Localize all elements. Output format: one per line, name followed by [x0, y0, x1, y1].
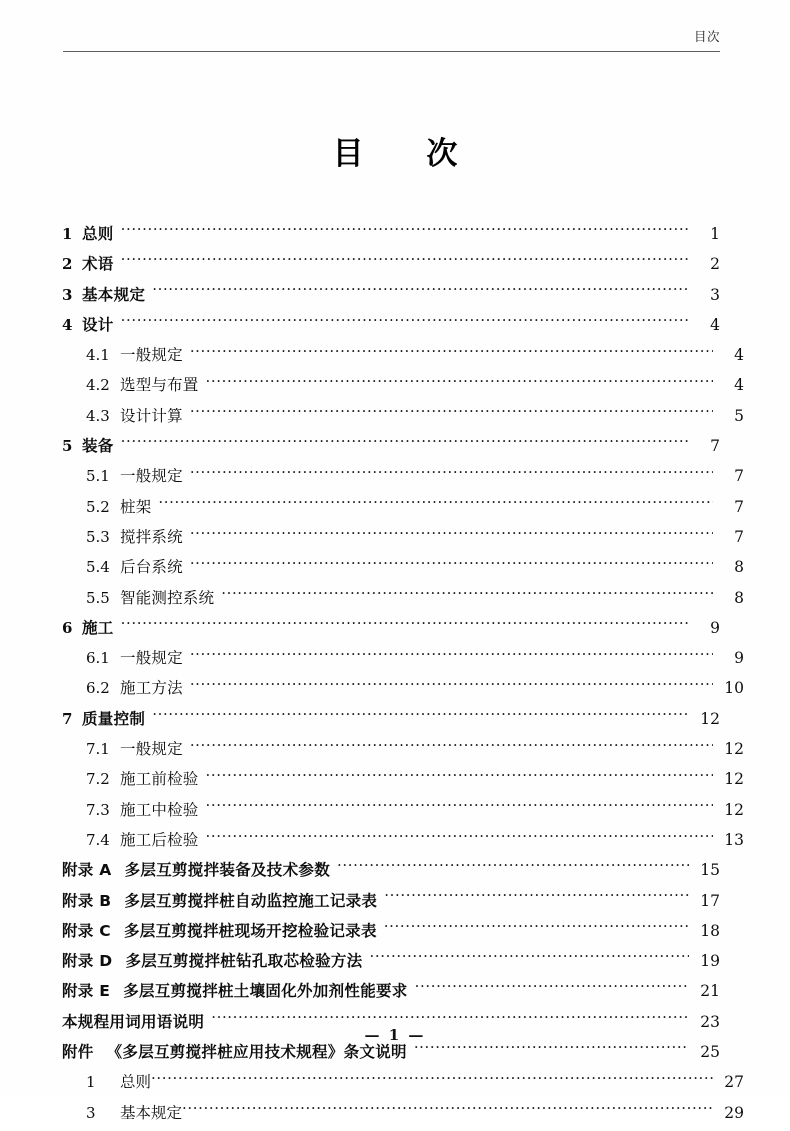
toc-entry-page-number: 25 — [700, 1043, 720, 1062]
toc-entry[interactable] — [62, 1101, 744, 1131]
toc-entry-page-number: 21 — [700, 982, 720, 1001]
toc-entry[interactable] — [62, 889, 720, 919]
toc-entry-number: 7.2 — [86, 770, 110, 789]
toc-entry-page-number: 7 — [710, 437, 720, 456]
toc-entry-page-number: 3 — [710, 285, 720, 304]
toc-entry-number: 1 — [62, 225, 73, 243]
toc-entry-label: 多层互剪搅拌桩钻孔取芯检验方法 — [125, 952, 363, 971]
toc-leader-dots — [121, 314, 689, 330]
page-footer: — 1 — — [364, 1026, 426, 1044]
toc-entry[interactable] — [62, 525, 744, 555]
toc-leader-dots — [190, 344, 713, 360]
toc-entry-label: 《多层互剪搅拌桩应用技术规程》条文说明 — [106, 1043, 407, 1062]
toc-leader-dots — [121, 253, 689, 269]
toc-entry-label: 施工 — [82, 618, 114, 637]
toc-entry[interactable] — [62, 707, 720, 737]
toc-entry-label: 装备 — [82, 437, 114, 456]
toc-entry-page-number: 13 — [724, 830, 744, 849]
toc-entry-number: 2 — [62, 255, 73, 274]
toc-entry[interactable] — [62, 616, 720, 646]
toc-entry-number: 6 — [62, 618, 73, 637]
toc-entry-number: 7.4 — [86, 830, 110, 849]
toc-entry-page-number: 7 — [734, 527, 744, 546]
toc-entry-label: 多层互剪搅拌桩土壤固化外加剂性能要求 — [123, 982, 408, 1001]
toc-entry-label: 多层互剪搅拌桩自动监控施工记录表 — [124, 891, 378, 910]
toc-entry-number: 7 — [62, 709, 73, 728]
toc-leader-dots — [384, 890, 689, 906]
toc-entry-label: 后台系统 — [120, 558, 183, 577]
table-of-contents — [62, 222, 744, 1131]
toc-entry-number: 5.5 — [86, 588, 110, 607]
toc-entry[interactable] — [62, 343, 744, 373]
toc-entry-number: 3 — [62, 285, 73, 304]
toc-entry-label: 设计 — [82, 315, 114, 334]
toc-entry-page-number: 29 — [724, 1103, 744, 1122]
toc-entry[interactable] — [62, 919, 720, 949]
toc-entry-label: 一般规定 — [120, 649, 183, 668]
toc-leader-dots — [190, 526, 713, 542]
toc-leader-dots — [121, 223, 689, 239]
toc-entry-number: 1 — [86, 1073, 96, 1092]
toc-entry-number: 5.1 — [86, 467, 110, 486]
toc-entry-page-number: 5 — [734, 406, 744, 425]
toc-entry-label: 桩架 — [120, 497, 152, 516]
toc-entry-number: 附录 D — [62, 952, 113, 971]
toc-entry-label: 质量控制 — [82, 709, 146, 728]
toc-entry-page-number: 9 — [710, 618, 720, 637]
toc-entry-label: 设计计算 — [120, 406, 183, 425]
toc-leader-dots — [121, 617, 689, 633]
toc-entry-number: 4 — [62, 315, 73, 334]
toc-entry-label: 一般规定 — [120, 740, 183, 759]
toc-entry-page-number: 27 — [724, 1073, 744, 1092]
toc-entry-page-number: 23 — [700, 1012, 720, 1031]
toc-entry-page-number: 17 — [700, 891, 720, 910]
page-title: 目 次 — [332, 136, 484, 172]
toc-leader-dots — [337, 859, 689, 875]
toc-entry-number: 附录 E — [62, 982, 111, 1001]
toc-entry-label: 施工前检验 — [120, 770, 199, 789]
toc-entry-label: 施工方法 — [120, 679, 183, 698]
toc-entry[interactable] — [62, 676, 744, 706]
toc-entry-number: 6.1 — [86, 649, 110, 668]
toc-entry[interactable] — [62, 404, 744, 434]
toc-leader-dots — [152, 284, 689, 300]
header-divider — [63, 51, 720, 52]
toc-entry-number: 附件 — [62, 1043, 94, 1062]
toc-entry-number: 4.2 — [86, 376, 110, 395]
toc-entry-label: 多层互剪搅拌桩现场开挖检验记录表 — [123, 921, 377, 940]
toc-entry-page-number: 2 — [710, 255, 720, 274]
toc-entry[interactable] — [62, 222, 720, 252]
toc-entry-number: 5.2 — [86, 497, 110, 516]
toc-leader-dots — [206, 768, 713, 784]
toc-entry-page-number: 19 — [700, 952, 720, 971]
toc-entry-page-number: 7 — [734, 467, 744, 486]
toc-leader-dots — [190, 465, 713, 481]
toc-entry-page-number: 12 — [724, 740, 744, 759]
toc-entry[interactable] — [62, 949, 720, 979]
toc-leader-dots — [152, 708, 689, 724]
toc-entry-number: 5 — [62, 437, 73, 456]
toc-entry-label: 一般规定 — [120, 346, 183, 365]
toc-entry-label: 搅拌系统 — [120, 527, 183, 546]
toc-entry-number: 5.3 — [86, 527, 110, 546]
toc-entry-label: 基本规定 — [120, 1103, 183, 1122]
toc-entry-label: 施工后检验 — [120, 830, 199, 849]
toc-entry-label: 本规程用词用语说明 — [62, 1012, 205, 1031]
toc-entry-number: 6.2 — [86, 679, 110, 698]
toc-entry-number: 3 — [86, 1103, 96, 1122]
toc-leader-dots — [190, 405, 713, 421]
toc-leader-dots — [384, 920, 689, 936]
toc-leader-dots — [206, 829, 713, 845]
toc-entry[interactable] — [62, 373, 744, 403]
toc-leader-dots — [415, 980, 689, 996]
toc-entry[interactable] — [62, 586, 744, 616]
toc-entry[interactable] — [62, 828, 744, 858]
toc-entry-number: 4.1 — [86, 346, 110, 365]
toc-entry-label: 术语 — [82, 255, 114, 274]
toc-entry-label: 一般规定 — [120, 467, 183, 486]
toc-entry-label: 基本规定 — [82, 285, 146, 304]
toc-entry-page-number: 4 — [734, 376, 744, 395]
toc-entry-page-number: 15 — [700, 861, 720, 880]
toc-entry-page-number: 12 — [700, 709, 720, 728]
toc-leader-dots — [211, 1011, 689, 1027]
toc-entry-number: 附录 A — [62, 861, 112, 880]
toc-leader-dots — [221, 587, 713, 603]
toc-entry-page-number: 8 — [734, 558, 744, 577]
toc-leader-dots — [190, 556, 713, 572]
toc-entry-label: 智能测控系统 — [120, 588, 215, 607]
toc-entry[interactable] — [62, 1070, 744, 1100]
toc-entry[interactable] — [62, 798, 744, 828]
toc-entry-number: 附录 B — [62, 891, 112, 910]
toc-entry-page-number: 18 — [700, 921, 720, 940]
toc-entry-page-number: 7 — [734, 497, 744, 516]
toc-entry-number: 5.4 — [86, 558, 110, 577]
toc-entry[interactable] — [62, 283, 720, 313]
toc-leader-dots — [369, 950, 689, 966]
toc-leader-dots — [121, 435, 689, 451]
toc-entry[interactable] — [62, 464, 744, 494]
toc-leader-dots — [190, 647, 713, 663]
toc-entry-page-number: 1 — [710, 225, 720, 243]
toc-leader-dots — [206, 374, 713, 390]
toc-entry-label: 总则 — [120, 1073, 152, 1092]
toc-entry-page-number: 10 — [724, 679, 744, 698]
toc-entry-page-number: 12 — [724, 770, 744, 789]
toc-entry-number: 附录 C — [62, 921, 111, 940]
running-header — [63, 30, 720, 52]
toc-entry-label: 选型与布置 — [120, 376, 199, 395]
toc-entry-page-number: 4 — [734, 346, 744, 365]
toc-entry-page-number: 4 — [710, 315, 720, 334]
toc-entry[interactable] — [62, 313, 720, 343]
toc-leader-dots — [190, 677, 713, 693]
toc-leader-dots — [182, 1102, 713, 1118]
toc-entry[interactable] — [62, 646, 744, 676]
toc-entry-page-number: 12 — [724, 800, 744, 819]
toc-leader-dots — [158, 496, 713, 512]
toc-entry-page-number: 9 — [734, 649, 744, 668]
toc-entry[interactable] — [62, 1040, 720, 1070]
toc-entry-label: 总则 — [82, 225, 114, 243]
toc-entry-number: 7.3 — [86, 800, 110, 819]
toc-entry[interactable] — [62, 979, 720, 1009]
toc-leader-dots — [151, 1071, 713, 1087]
toc-entry-number: 7.1 — [86, 740, 110, 759]
toc-entry[interactable] — [62, 737, 744, 767]
toc-entry[interactable] — [62, 555, 744, 585]
toc-entry[interactable] — [62, 434, 720, 464]
toc-leader-dots — [190, 738, 713, 754]
toc-entry-page-number: 8 — [734, 588, 744, 607]
toc-entry-label: 多层互剪搅拌装备及技术参数 — [124, 861, 330, 880]
running-header-label: 目次 — [693, 29, 720, 44]
toc-entry-number: 4.3 — [86, 406, 110, 425]
toc-entry[interactable] — [62, 252, 720, 282]
toc-entry[interactable] — [62, 767, 744, 797]
toc-entry[interactable] — [62, 495, 744, 525]
toc-entry[interactable] — [62, 858, 720, 888]
toc-leader-dots — [206, 799, 713, 815]
toc-entry-label: 施工中检验 — [120, 800, 199, 819]
